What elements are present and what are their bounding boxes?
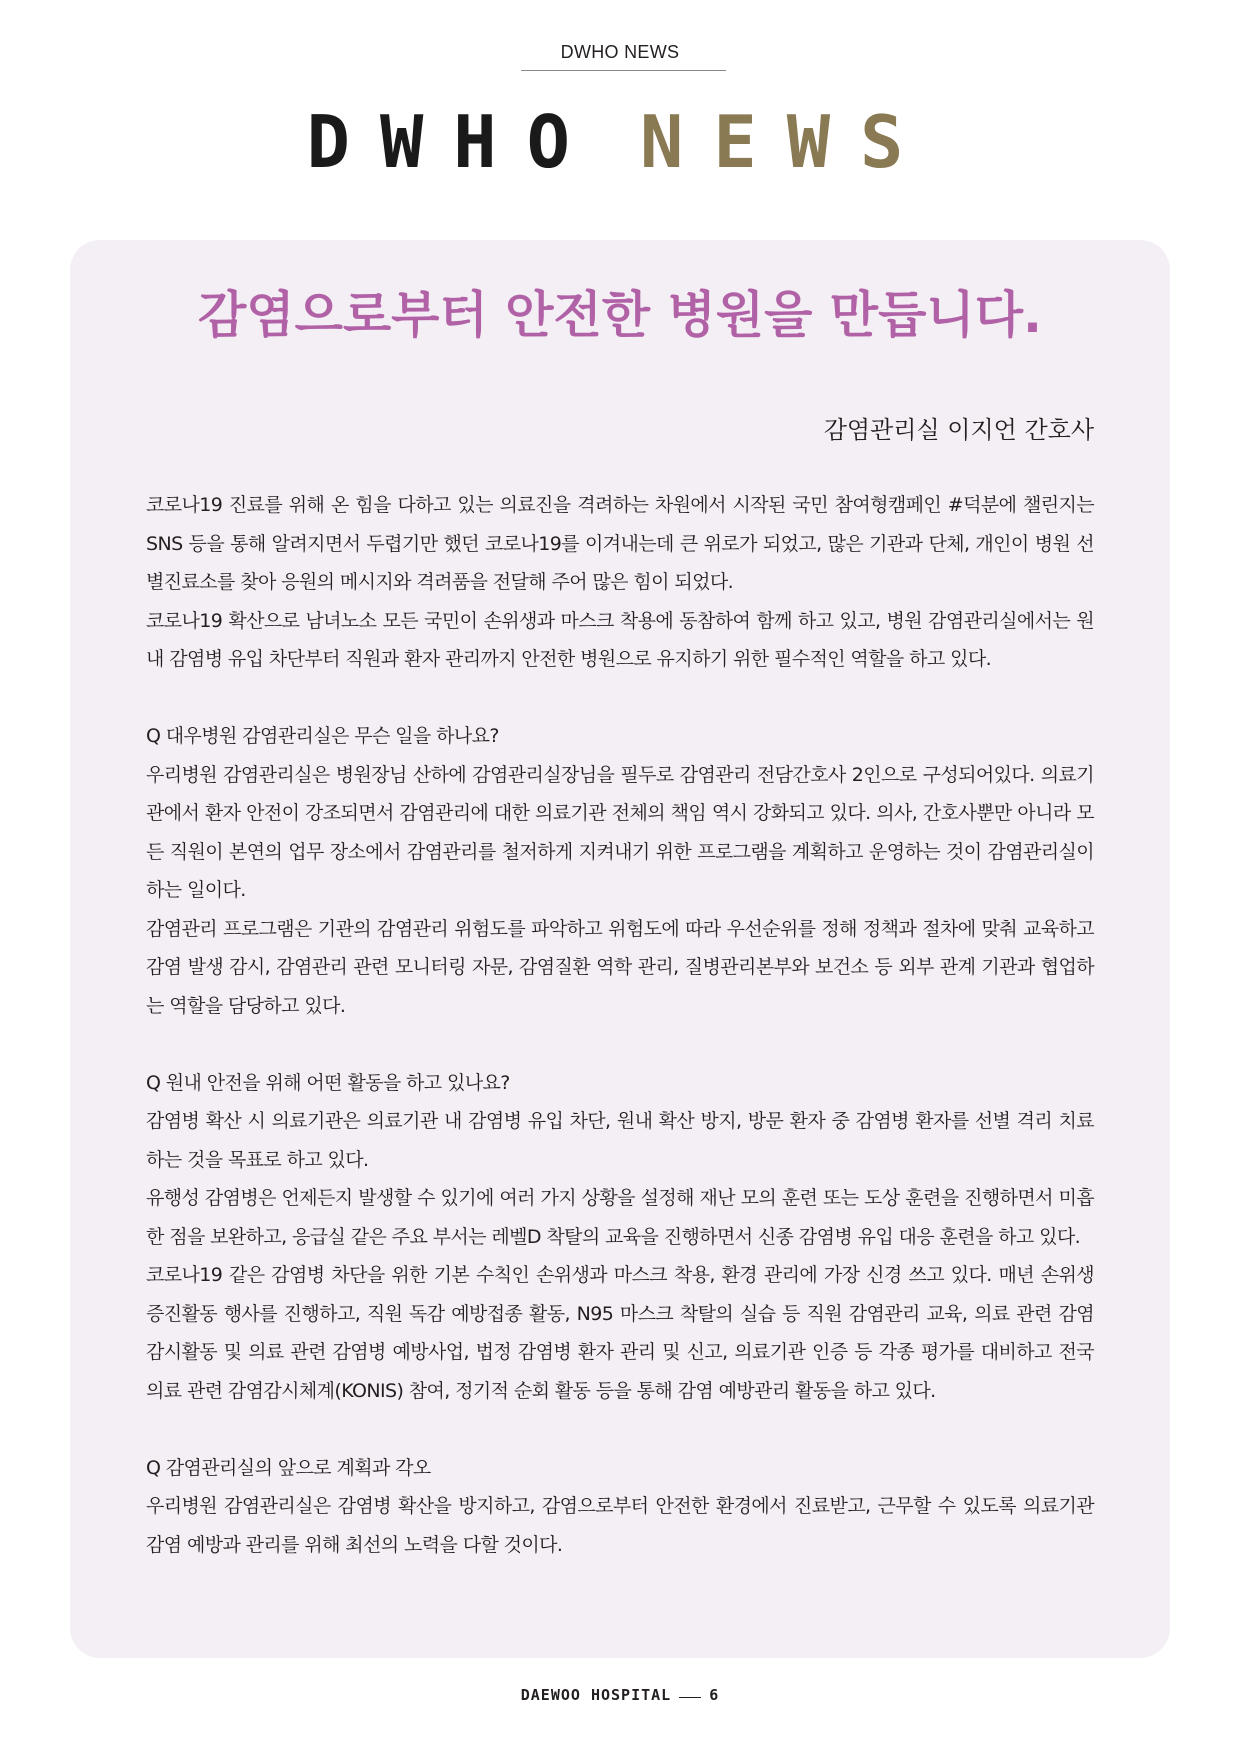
article-headline: 감염으로부터 안전한 병원을 만듭니다.: [197, 286, 1042, 344]
article-body: [146, 486, 1094, 1564]
question-heading: Q 감염관리실의 앞으로 계획과 각오: [146, 1456, 431, 1479]
answer-paragraph: 우리병원 감염관리실은 감염병 확산을 방지하고, 감염으로부터 안전한 환경에서 진료받고, 근무할 수 있도록 의료기관 감염 예방과 관리를 위해 최선의 노력을 다할 것이다.: [146, 1495, 1094, 1556]
footer-publisher: DAEWOO HOSPITAL: [520, 1686, 672, 1704]
footer-separator: [679, 1697, 701, 1698]
answer-paragraph: 감염관리 프로그램은 기관의 감염관리 위험도를 파악하고 위험도에 따라 우선순위를 정해 정책과 절차에 맞춰 교육하고 감염 발생 감시, 감염관리 관련 모니터링 자문, 감염질환 역학 관리, 질병관리본부와 보건소 등 외부 관계 기관과 협업하는 역할을 담당하고 있다.: [146, 917, 1094, 1017]
intro-paragraph: 코로나19 진료를 위해 온 힘을 다하고 있는 의료진을 격려하는 차원에서 시작된 국민 참여형캠페인 #덕분에 챌린지는 SNS 등을 통해 알려지면서 두렵기만 했던 코로나19를 이겨내는데 큰 위로가 되었고, 많은 기관과 단체, 개인이 병원 선별진료소를 찾아 응원의 메시지와 격려품을 전달해 주어 많은 힘이 되었다.: [146, 494, 1094, 593]
page-number: 6: [709, 1686, 720, 1704]
masthead-word-news: NEWS: [640, 100, 934, 184]
question-heading: Q 대우병원 감염관리실은 무슨 일을 하나요?: [146, 725, 499, 747]
masthead-word-dwho: DWHO: [306, 100, 600, 184]
article-byline: 감염관리실 이지언 간호사: [823, 416, 1094, 444]
answer-paragraph: 코로나19 같은 감염병 차단을 위한 기본 수칙인 손위생과 마스크 착용, 환경 관리에 가장 신경 쓰고 있다. 매년 손위생 증진활동 행사를 진행하고, 직원 독감 예방접종 활동, N95 마스크 착탈의 실습 등 직원 감염관리 교육, 의료 관련 감염 감시활동 및 의료 관련 감염병 예방사업, 법정 감염병 환자 관리 및 신고, 의료기관 인증 등 각종 평가를 대비하고 전국 의료 관련 감염감시체계(KONIS) 참여, 정기적 순회 활동 등을 통해 감염 예방관리 활동을 하고 있다.: [146, 1264, 1094, 1402]
answer-paragraph: 감염병 확산 시 의료기관은 의료기관 내 감염병 유입 차단, 원내 확산 방지, 방문 환자 중 감염병 환자를 선별 격리 치료하는 것을 목표로 하고 있다.: [146, 1110, 1094, 1171]
answer-paragraph: 우리병원 감염관리실은 병원장님 산하에 감염관리실장님을 필두로 감염관리 전담간호사 2인으로 구성되어있다. 의료기관에서 환자 안전이 강조되면서 감염관리에 대한 의료기관 전체의 책임 역시 강화되고 있다. 의사, 간호사뿐만 아니라 모든 직원이 본연의 업무 장소에서 감염관리를 철저하게 지켜내기 위한 프로그램을 계획하고 운영하는 것이 감염관리실이 하는 일이다.: [146, 763, 1094, 901]
intro-paragraph: 코로나19 확산으로 남녀노소 모든 국민이 손위생과 마스크 착용에 동참하여 함께 하고 있고, 병원 감염관리실에서는 원내 감염병 유입 차단부터 직원과 환자 관리까지 안전한 병원으로 유지하기 위한 필수적인 역할을 하고 있다.: [146, 609, 1094, 670]
question-heading: Q 원내 안전을 위해 어떤 활동을 하고 있나요?: [146, 1071, 510, 1094]
page-footer: [0, 1686, 1240, 1704]
answer-paragraph: 유행성 감염병은 언제든지 발생할 수 있기에 여러 가지 상황을 설정해 재난 모의 훈련 또는 도상 훈련을 진행하면서 미흡한 점을 보완하고, 응급실 같은 주요 부서는 레벨D 착탈의 교육을 진행하면서 신종 감염병 유입 대응 훈련을 하고 있다.: [146, 1187, 1094, 1248]
section-label: DWHO NEWS: [560, 42, 680, 62]
section-label-rule: [521, 70, 726, 71]
article-panel: [70, 240, 1170, 1658]
masthead: [0, 102, 1240, 182]
